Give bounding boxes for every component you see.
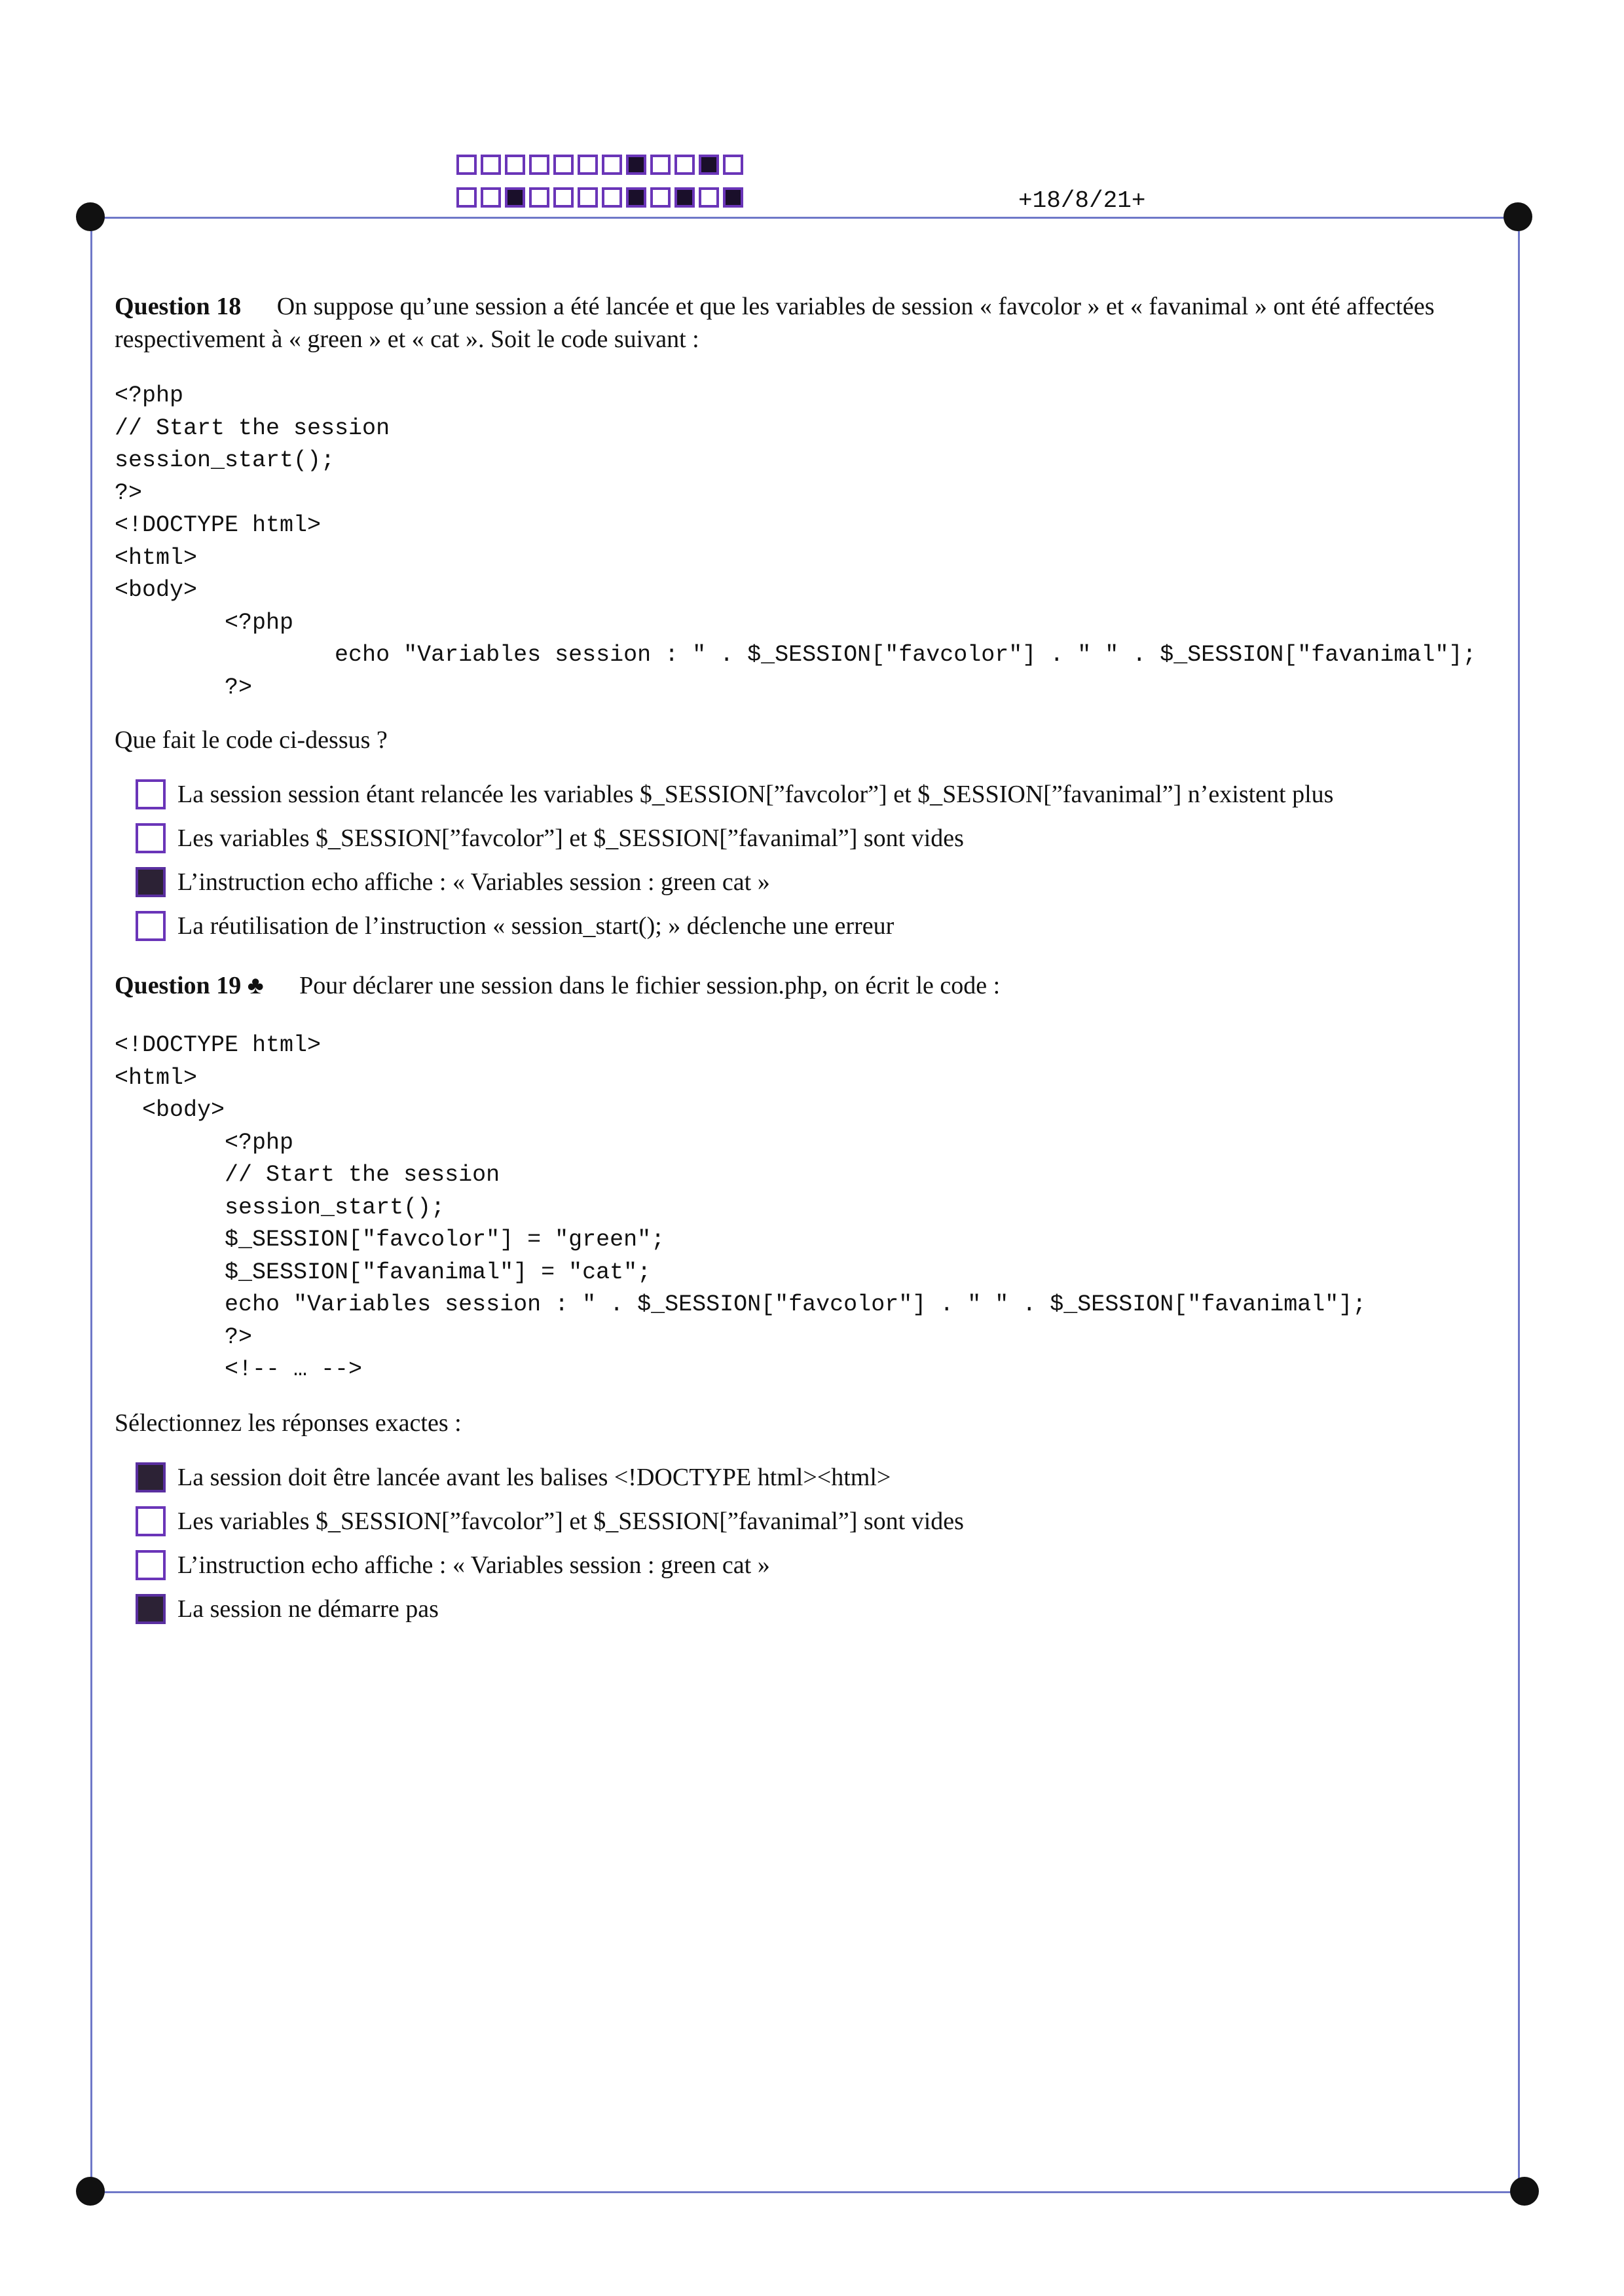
id-code-box xyxy=(602,155,622,175)
answer-option[interactable] xyxy=(136,1587,964,1631)
id-code-box xyxy=(481,187,501,208)
checkbox[interactable] xyxy=(136,1506,166,1536)
answer-option[interactable] xyxy=(136,772,1333,816)
answer-option[interactable] xyxy=(136,1455,964,1499)
answer-text: Les variables $_SESSION[”favcolor”] et $_SESSION[”favanimal”] sont vides xyxy=(177,1507,964,1535)
id-code-box xyxy=(723,155,743,175)
id-code-box xyxy=(553,187,574,208)
question-body: Pour déclarer une session dans le fichier session.php, on écrit le code : xyxy=(299,972,1001,999)
checkbox[interactable] xyxy=(136,911,166,941)
corner-mark-bottom-right xyxy=(1510,2177,1539,2206)
answer-option[interactable] xyxy=(136,1543,964,1587)
id-code-box xyxy=(699,155,719,175)
question-19 xyxy=(115,969,1503,1002)
checkbox[interactable] xyxy=(136,779,166,809)
answer-option[interactable] xyxy=(136,1499,964,1543)
answer-text: La session ne démarre pas xyxy=(177,1595,439,1623)
answer-option[interactable] xyxy=(136,904,1333,948)
answer-option[interactable] xyxy=(136,816,1333,860)
answer-text: L’instruction echo affiche : « Variables session : green cat » xyxy=(177,868,770,896)
code-block-19: <!DOCTYPE html> <html> <body> <?php // Start the session session_start(); $_SESSION["favcolor"] = "green"; $_SESSION["favanimal"] = "cat"; echo "Variables session : " . $_SESSION["favcolor"] . " " . $_SESSION["favanimal"]; ?> <!-- … --> xyxy=(115,1032,1367,1382)
frame-bottom-line xyxy=(92,2191,1524,2193)
corner-mark-top-left xyxy=(76,202,105,231)
frame-top-line xyxy=(92,217,1519,219)
code-block-18: <?php // Start the session session_start(); ?> <!DOCTYPE html> <html> <body> <?php echo "Variables session : " . $_SESSION["favcolor"] . " " . $_SESSION["favanimal"]; ?> xyxy=(115,382,1477,701)
id-code-box xyxy=(456,155,477,175)
question-prompt-18: Que fait le code ci-dessus ? xyxy=(115,726,388,754)
question-text xyxy=(115,290,1503,356)
question-prompt-19: Sélectionnez les réponses exactes : xyxy=(115,1409,462,1437)
id-code-box xyxy=(602,187,622,208)
id-code-box xyxy=(699,187,719,208)
page-id: +18/8/21+ xyxy=(1018,187,1146,214)
id-code-box xyxy=(626,155,646,175)
checked-checkbox[interactable] xyxy=(136,1462,166,1492)
corner-mark-bottom-left xyxy=(76,2177,105,2206)
frame-left-line xyxy=(90,217,92,2193)
id-code-box xyxy=(505,187,525,208)
question-body: On suppose qu’une session a été lancée et que les variables de session « favcolor » et « favanimal » ont été affectées respectivement à « green » et « cat ». Soit le code suivant : xyxy=(115,293,1435,353)
question-text xyxy=(115,969,1503,1002)
id-code-box xyxy=(723,187,743,208)
question-label: Question 19 xyxy=(115,972,242,999)
id-code-box xyxy=(578,155,598,175)
id-code-box xyxy=(456,187,477,208)
id-code-box xyxy=(578,187,598,208)
checked-checkbox[interactable] xyxy=(136,867,166,897)
answer-option[interactable] xyxy=(136,860,1333,904)
id-code-box xyxy=(553,155,574,175)
question-label: Question 18 xyxy=(115,293,242,320)
answer-text: La session session étant relancée les variables $_SESSION[”favcolor”] et $_SESSION[”favanimal”] n’existent plus xyxy=(177,780,1334,808)
id-code-box xyxy=(626,187,646,208)
id-code-box xyxy=(650,155,671,175)
club-icon: ♣ xyxy=(247,972,264,999)
answer-text: La session doit être lancée avant les balises <!DOCTYPE html><html> xyxy=(177,1463,891,1491)
id-code-box xyxy=(529,187,549,208)
id-code-box xyxy=(505,155,525,175)
id-code-box xyxy=(481,155,501,175)
checkbox[interactable] xyxy=(136,823,166,853)
answer-text: Les variables $_SESSION[”favcolor”] et $_SESSION[”favanimal”] sont vides xyxy=(177,824,964,852)
id-code-box xyxy=(674,155,695,175)
id-code-box xyxy=(650,187,671,208)
question-18 xyxy=(115,290,1503,356)
id-code-row-1 xyxy=(456,155,747,175)
answer-text: La réutilisation de l’instruction « session_start(); » déclenche une erreur xyxy=(177,912,895,940)
checked-checkbox[interactable] xyxy=(136,1594,166,1624)
checkbox[interactable] xyxy=(136,1550,166,1580)
answer-list-19 xyxy=(136,1455,964,1631)
id-code-row-2 xyxy=(456,187,747,208)
answer-text: L’instruction echo affiche : « Variables session : green cat » xyxy=(177,1551,770,1579)
answer-list-18 xyxy=(136,772,1333,948)
id-code-box xyxy=(529,155,549,175)
id-code-box xyxy=(674,187,695,208)
frame-right-line xyxy=(1518,217,1520,2193)
corner-mark-top-right xyxy=(1504,202,1532,231)
